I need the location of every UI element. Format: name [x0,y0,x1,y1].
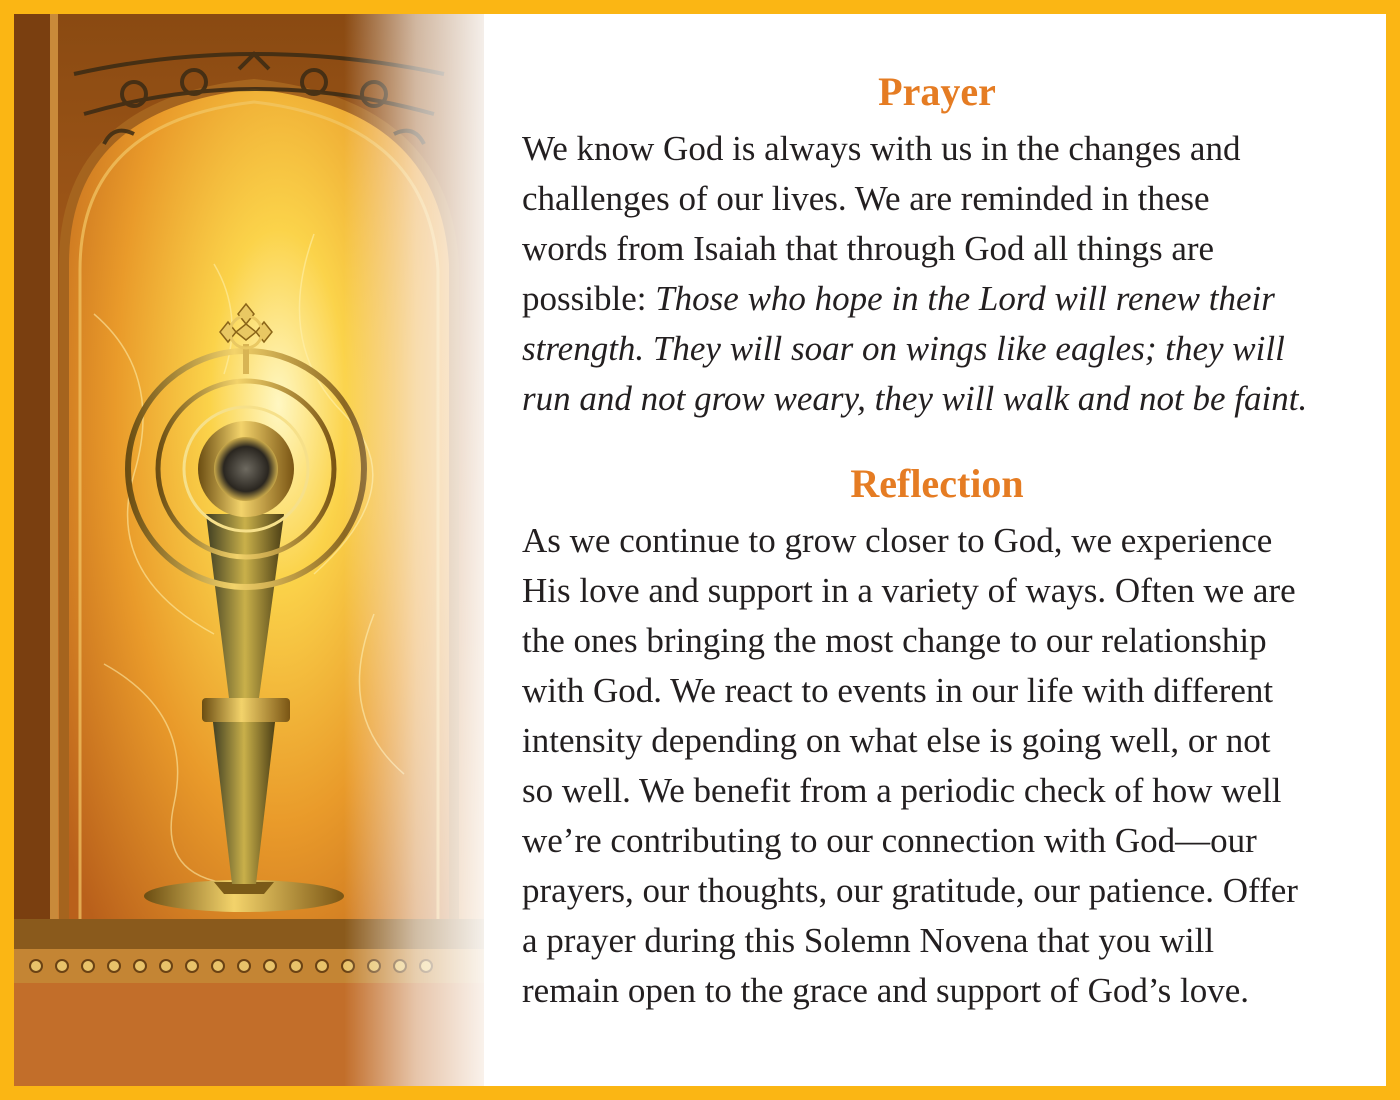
prayer-line: words from Isaiah that through God all things are [522,229,1215,268]
reflection-line: so well. We benefit from a periodic check of how well [522,771,1282,810]
prayer-paragraph [522,124,1372,424]
reflection-line: remain open to the grace and support of God’s love. [522,971,1250,1010]
reflection-line: the ones bringing the most change to our relationship [522,621,1267,660]
prayer-line: We know God is always with us in the changes and [522,129,1241,168]
image-fade-overlay [344,14,504,1086]
reflection-line: His love and support in a variety of ways. Often we are [522,571,1296,610]
scripture-quote: strength. They will soar on wings like eagles; they will [522,329,1285,368]
reflection-line: intensity depending on what else is going well, or not [522,721,1271,760]
reflection-line: As we continue to grow closer to God, we experience [522,521,1273,560]
reflection-line: we’re contributing to our connection with God—our [522,821,1257,860]
text-column [522,66,1372,1016]
prayer-line [522,374,1372,424]
prayer-heading: Prayer [878,69,996,114]
reflection-line: a prayer during this Solemn Novena that you will [522,921,1215,960]
reflection-line: prayers, our thoughts, our gratitude, our patience. Offer [522,871,1298,910]
prayer-line: challenges of our lives. We are reminded in these [522,179,1210,218]
reflection-heading: Reflection [850,461,1024,506]
reflection-paragraph [522,516,1372,1016]
scripture-quote: Those who hope in the Lord will renew their [655,279,1275,318]
reflection-line: with God. We react to events in our life with different [522,671,1274,710]
scripture-quote: run and not grow weary, they will walk and not be faint. [522,379,1308,418]
prayer-line [522,324,1372,374]
prayer-line: possible: Those who hope in the Lord will renew their [522,279,1275,318]
